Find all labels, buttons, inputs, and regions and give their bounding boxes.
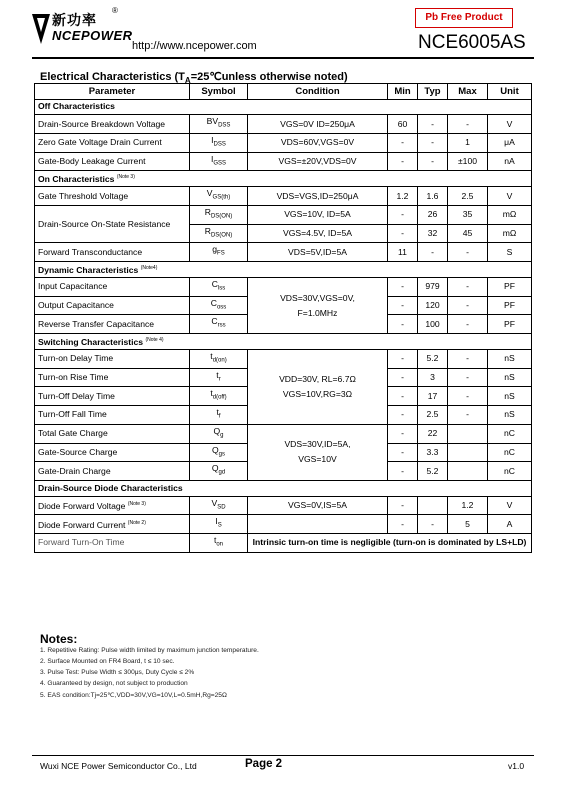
max-cell: -	[448, 243, 488, 262]
param-cell: Gate Threshold Voltage	[35, 187, 190, 206]
logo-chinese-text: 新功率	[52, 13, 97, 29]
condition-cell	[248, 515, 388, 534]
typ-cell: -	[418, 133, 448, 152]
unit-cell: nA	[488, 152, 532, 171]
max-cell: ±100	[448, 152, 488, 171]
typ-cell: 3	[418, 368, 448, 387]
min-cell: -	[388, 424, 418, 443]
typ-cell: -	[418, 515, 448, 534]
table-row	[35, 205, 532, 224]
min-cell: -	[388, 515, 418, 534]
min-cell: -	[388, 387, 418, 406]
section-title: Electrical Characteristics ($T_A=25℃unless$ otherwise noted)	[40, 71, 348, 86]
typ-cell: 2.5	[418, 406, 448, 425]
min-cell: -	[388, 406, 418, 425]
min-cell: -	[388, 443, 418, 462]
param-cell: Turn-on Rise Time	[35, 368, 190, 387]
unit-cell: PF	[488, 277, 532, 296]
typ-cell: -	[418, 152, 448, 171]
electrical-characteristics-table	[34, 83, 532, 553]
param-cell: Total Gate Charge	[35, 424, 190, 443]
unit-cell: nC	[488, 424, 532, 443]
symbol-cell: $Q_g$	[190, 424, 248, 443]
table-row	[35, 243, 532, 262]
unit-cell: nS	[488, 368, 532, 387]
max-cell: 35	[448, 205, 488, 224]
condition-cell: VGS=4.5V, ID=5A	[248, 224, 388, 243]
pb-free-badge: Pb Free Product	[415, 8, 513, 28]
param-cell: Forward Turn-On Time	[35, 534, 190, 553]
typ-cell: 120	[418, 296, 448, 315]
symbol-cell: $t_{d(on)}$	[190, 349, 248, 368]
unit-cell: mΩ	[488, 224, 532, 243]
param-cell: Forward Transconductance	[35, 243, 190, 262]
min-cell: -	[388, 277, 418, 296]
max-cell	[448, 443, 488, 462]
max-cell: 1.2	[448, 496, 488, 515]
table-row	[35, 349, 532, 368]
unit-cell: nS	[488, 387, 532, 406]
group-switching-label: Switching Characteristics $^{(Note 4)}$	[35, 334, 532, 350]
min-cell: 60	[388, 115, 418, 134]
condition-cell: VDS=30V,VGS=0V, F=1.0MHz	[248, 277, 388, 333]
unit-cell: V	[488, 187, 532, 206]
param-cell: Diode Forward Voltage $^{(Note 3)}$	[35, 496, 190, 515]
group-off-label: Off Characteristics	[35, 99, 532, 115]
unit-cell: V	[488, 115, 532, 134]
group-row	[35, 480, 532, 496]
col-header: Max	[448, 84, 488, 100]
footer-divider	[32, 755, 534, 756]
typ-cell: 5.2	[418, 349, 448, 368]
typ-cell: 979	[418, 277, 448, 296]
max-cell: -	[448, 349, 488, 368]
unit-cell: nS	[488, 349, 532, 368]
table-row	[35, 515, 532, 534]
unit-cell: nS	[488, 406, 532, 425]
min-cell: -	[388, 205, 418, 224]
group-row	[35, 171, 532, 187]
max-cell: 45	[448, 224, 488, 243]
typ-cell: 100	[418, 315, 448, 334]
symbol-cell: $t_{d(off)}$	[190, 387, 248, 406]
col-header: Parameter	[35, 84, 190, 100]
symbol-cell: $Q_{gs}$	[190, 443, 248, 462]
param-cell: Drain-Source Breakdown Voltage	[35, 115, 190, 134]
table-row	[35, 152, 532, 171]
max-cell: 5	[448, 515, 488, 534]
group-on-label: On Characteristics $^{(Note 3)}$	[35, 171, 532, 187]
table-row	[35, 496, 532, 515]
condition-cell: VDD=30V, RL=6.7Ω VGS=10V,RG=3Ω	[248, 349, 388, 424]
condition-cell: VGS=10V, ID=5A	[248, 205, 388, 224]
symbol-cell: $C_{lss}$	[190, 277, 248, 296]
typ-cell	[418, 496, 448, 515]
typ-cell: 32	[418, 224, 448, 243]
note-4: 4. Guaranteed by design, not subject to production	[40, 680, 188, 687]
unit-cell: S	[488, 243, 532, 262]
symbol-cell: $BV_{DSS}$	[190, 115, 248, 134]
symbol-cell: $I_{GSS}$	[190, 152, 248, 171]
symbol-cell: $Q_{gd}$	[190, 462, 248, 481]
condition-cell: Intrinsic turn-on time is negligible (turn-on is dominated by LS+LD)	[248, 534, 532, 553]
symbol-cell: $V_{GS(th)}$	[190, 187, 248, 206]
notes-title: Notes:	[40, 632, 78, 646]
param-cell: Gate-Drain Charge	[35, 462, 190, 481]
max-cell	[448, 462, 488, 481]
min-cell: 1.2	[388, 187, 418, 206]
symbol-cell: $t_f$	[190, 406, 248, 425]
table-row	[35, 133, 532, 152]
company-logo	[32, 6, 133, 48]
max-cell: -	[448, 296, 488, 315]
typ-cell: 17	[418, 387, 448, 406]
typ-cell: 22	[418, 424, 448, 443]
website-url[interactable]: http://www.ncepower.com	[132, 40, 257, 52]
table-row	[35, 187, 532, 206]
max-cell: 1	[448, 133, 488, 152]
param-cell: Gate-Body Leakage Current	[35, 152, 190, 171]
min-cell: -	[388, 152, 418, 171]
max-cell	[448, 424, 488, 443]
group-dynamic-label: Dynamic Characteristics $^{(Note4)}$	[35, 262, 532, 278]
max-cell: -	[448, 368, 488, 387]
col-header: Typ	[418, 84, 448, 100]
min-cell: -	[388, 496, 418, 515]
table-header-row	[35, 84, 532, 100]
note-5: 5. EAS condition:Tj=25℃,VDD=30V,VG=10V,L=0.5mH,Rg=25Ω	[40, 692, 227, 699]
symbol-cell: $C_{rss}$	[190, 315, 248, 334]
table-row	[35, 424, 532, 443]
logo-mark-icon	[32, 14, 50, 44]
registered-mark: ®	[112, 6, 118, 15]
param-cell: Diode Forward Current $^{(Note 2)}$	[35, 515, 190, 534]
col-header: Symbol	[190, 84, 248, 100]
table-row	[35, 277, 532, 296]
symbol-cell: $t_{on}$	[190, 534, 248, 553]
unit-cell: nC	[488, 462, 532, 481]
max-cell: -	[448, 315, 488, 334]
typ-cell: 26	[418, 205, 448, 224]
group-row	[35, 334, 532, 350]
condition-cell: VDS=60V,VGS=0V	[248, 133, 388, 152]
table-row	[35, 115, 532, 134]
table-row	[35, 534, 532, 553]
param-cell: Reverse Transfer Capacitance	[35, 315, 190, 334]
param-cell: Drain-Source On-State Resistance	[35, 205, 190, 242]
symbol-cell: $V_{SD}$	[190, 496, 248, 515]
typ-cell: 1.6	[418, 187, 448, 206]
typ-cell: 5.2	[418, 462, 448, 481]
group-row	[35, 262, 532, 278]
condition-cell: VDS=5V,ID=5A	[248, 243, 388, 262]
symbol-cell: $g_{FS}$	[190, 243, 248, 262]
unit-cell: PF	[488, 296, 532, 315]
symbol-cell: $C_{oss}$	[190, 296, 248, 315]
condition-cell: VGS=±20V,VDS=0V	[248, 152, 388, 171]
max-cell: -	[448, 387, 488, 406]
note-3: 3. Pulse Test: Pulse Width ≤ 300μs, Duty Cycle ≤ 2%	[40, 669, 195, 676]
note-2: 2. Surface Mounted on FR4 Board, t ≤ 10 sec.	[40, 658, 175, 665]
col-header: Condition	[248, 84, 388, 100]
unit-cell: PF	[488, 315, 532, 334]
symbol-cell: $I_S$	[190, 515, 248, 534]
min-cell: -	[388, 315, 418, 334]
param-cell: Turn-Off Delay Time	[35, 387, 190, 406]
param-cell: Output Capacitance	[35, 296, 190, 315]
col-header: Unit	[488, 84, 532, 100]
param-cell: Input Capacitance	[35, 277, 190, 296]
page-number: Page 2	[245, 758, 283, 770]
unit-cell: mΩ	[488, 205, 532, 224]
min-cell: -	[388, 296, 418, 315]
condition-cell: VDS=30V,ID=5A, VGS=10V	[248, 424, 388, 480]
group-diode-label: Drain-Source Diode Characteristics	[35, 480, 532, 496]
min-cell: 11	[388, 243, 418, 262]
unit-cell: A	[488, 515, 532, 534]
min-cell: -	[388, 349, 418, 368]
symbol-cell: $I_{DSS}$	[190, 133, 248, 152]
col-header: Min	[388, 84, 418, 100]
condition-cell: VGS=0V ID=250μA	[248, 115, 388, 134]
max-cell: 2.5	[448, 187, 488, 206]
typ-cell: 3.3	[418, 443, 448, 462]
symbol-cell: $R_{DS(ON)}$	[190, 205, 248, 224]
unit-cell: nC	[488, 443, 532, 462]
param-cell: Turn-Off Fall Time	[35, 406, 190, 425]
symbol-cell: $R_{DS(ON)}$	[190, 224, 248, 243]
min-cell: -	[388, 462, 418, 481]
unit-cell: V	[488, 496, 532, 515]
note-1: 1. Repetitive Rating: Pulse width limited by maximum junction temperature.	[40, 647, 259, 654]
min-cell: -	[388, 224, 418, 243]
part-number: NCE6005AS	[418, 32, 526, 53]
max-cell: -	[448, 406, 488, 425]
param-cell: Gate-Source Charge	[35, 443, 190, 462]
symbol-cell: $t_r$	[190, 368, 248, 387]
condition-cell: VDS=VGS,ID=250μA	[248, 187, 388, 206]
min-cell: -	[388, 133, 418, 152]
typ-cell: -	[418, 115, 448, 134]
min-cell: -	[388, 368, 418, 387]
typ-cell: -	[418, 243, 448, 262]
param-cell: Turn-on Delay Time	[35, 349, 190, 368]
param-cell: Zero Gate Voltage Drain Current	[35, 133, 190, 152]
header-divider	[32, 57, 534, 59]
unit-cell: μA	[488, 133, 532, 152]
footer-company: Wuxi NCE Power Semiconductor Co., Ltd	[40, 761, 197, 771]
max-cell: -	[448, 277, 488, 296]
condition-cell: VGS=0V,IS=5A	[248, 496, 388, 515]
max-cell: -	[448, 115, 488, 134]
logo-english-text: NCEPOWER	[52, 28, 133, 43]
document-version: v1.0	[508, 761, 525, 771]
group-row	[35, 99, 532, 115]
